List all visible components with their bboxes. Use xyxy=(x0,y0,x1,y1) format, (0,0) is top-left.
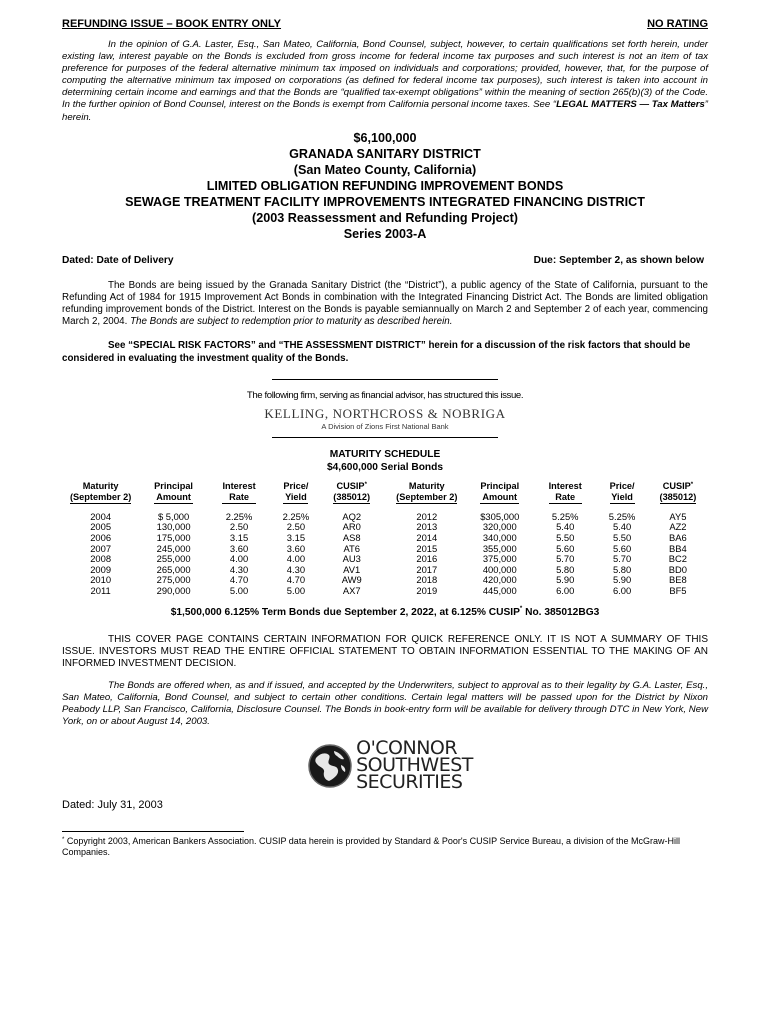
cell-cusip: BA6 xyxy=(669,532,687,544)
cell-principal: 400,000 xyxy=(482,563,517,575)
cell-principal: $ 5,000 xyxy=(157,510,190,522)
cell-yield: 2.50 xyxy=(286,521,306,533)
title-block xyxy=(62,130,708,242)
issue-amount: $6,100,000 xyxy=(353,130,417,145)
serial-bonds-amount: $4,600,000 Serial Bonds xyxy=(326,461,444,473)
col-maturity-2: Maturity (September 2) xyxy=(396,480,458,502)
due-label: Due: September 2, as shown below xyxy=(533,254,704,266)
cell-principal: 355,000 xyxy=(482,542,517,554)
official-statement-date: Dated: July 31, 2003 xyxy=(62,799,163,812)
cover-page xyxy=(62,18,708,859)
term-bonds-text: $1,500,000 6.125% Term Bonds due September 2, 2022, at 6.125% CUSIP xyxy=(170,606,520,618)
advisor-firm-division: A Division of Zions First National Bank xyxy=(321,421,449,431)
cell-yield: 5.80 xyxy=(612,563,632,575)
cell-principal: 420,000 xyxy=(482,574,517,586)
cell-principal: $305,000 xyxy=(480,510,520,522)
cell-cusip: AW9 xyxy=(341,574,362,586)
cell-yield: 6.00 xyxy=(612,585,632,597)
cell-year: 2005 xyxy=(90,521,112,533)
dated-label: Dated: Date of Delivery xyxy=(62,254,174,266)
cell-rate: 4.00 xyxy=(229,553,249,565)
logo-line2: SOUTHWEST xyxy=(356,754,473,777)
cell-yield: 4.70 xyxy=(286,574,306,586)
cell-yield: 4.00 xyxy=(286,553,306,565)
tax-matters-ref: LEGAL MATTERS — Tax Matters xyxy=(556,99,705,111)
cell-principal: 290,000 xyxy=(156,585,191,597)
maturity-header-row xyxy=(62,481,708,508)
logo-line1: O'CONNOR xyxy=(356,737,458,760)
cell-cusip: AU3 xyxy=(342,553,361,565)
cell-principal: 175,000 xyxy=(156,532,191,544)
divider-top xyxy=(272,379,498,380)
cell-yield: 2.25% xyxy=(282,510,310,522)
issuer-name: GRANADA SANITARY DISTRICT xyxy=(289,146,481,161)
rating: NO RATING xyxy=(647,18,708,30)
cell-rate: 6.00 xyxy=(556,585,575,597)
cell-yield: 4.30 xyxy=(286,563,306,575)
offering-terms: The Bonds are offered when, as and if issued, and accepted by the Underwriters, subject to approval as to their legality by G.A. Laster, Esq., San Mateo, California, Bond Counsel, and subject to certain other conditions. Certain legal matters will be passed upon for the District by Nixon Peabody LLP, San Francisco, California, Disclosure Counsel. The Bonds in book-entry form will be available for delivery through DTC in New York, New York, on or about August 14, 2003. xyxy=(62,679,708,728)
cell-rate: 2.25% xyxy=(225,510,253,522)
col-principal-2: Principal Amount xyxy=(480,480,520,502)
col-price-yield-2: Price/ Yield xyxy=(609,480,635,502)
cell-principal: 130,000 xyxy=(156,521,191,533)
cell-rate: 3.15 xyxy=(229,532,249,544)
underwriter-name xyxy=(356,737,473,794)
cell-cusip: BD0 xyxy=(668,563,688,575)
cell-year: 2018 xyxy=(416,574,438,586)
copyright-footnote xyxy=(62,836,708,858)
cell-cusip: AZ2 xyxy=(669,521,687,533)
tax-opinion-tail: ” herein. xyxy=(62,99,708,123)
cell-yield: 5.40 xyxy=(612,521,632,533)
footnote-mark: * xyxy=(62,837,65,844)
cell-yield: 5.90 xyxy=(612,574,632,586)
cell-year: 2017 xyxy=(416,563,438,575)
cell-cusip: BE8 xyxy=(669,574,687,586)
cell-year: 2007 xyxy=(90,542,112,554)
series-name: Series 2003-A xyxy=(343,226,427,241)
project-name: (2003 Reassessment and Refunding Project) xyxy=(252,210,518,225)
top-line xyxy=(62,18,708,30)
footnote-divider xyxy=(62,831,244,832)
cell-cusip: AX7 xyxy=(342,585,361,597)
cell-rate: 2.50 xyxy=(229,521,249,533)
tax-opinion-text: In the opinion of G.A. Laster, Esq., San Mateo, California, Bond Counsel, subject, however, to certain qualifications set forth herein, under existing law, interest payable on the Bonds is excluded from gross income for federal income tax purposes and such interest is not an item of tax preference for purposes of the federal alternative minimum tax imposed on individuals and corporations; provided, however, that, for the purpose of computing the alternative minimum tax imposed on corporations (as defined for federal income tax purposes), such interest is taken into account in determining certain income and earnings and that the Bonds are “qualified tax-exempt obligations” within the meaning of section 265(b)(3) of the Code. In the further opinion of Bond Counsel, interest on the Bonds is exempt from California personal income taxes. See “ xyxy=(62,39,708,111)
cell-yield: 5.00 xyxy=(286,585,306,597)
cell-cusip: AS8 xyxy=(342,532,361,544)
cell-principal: 340,000 xyxy=(482,532,517,544)
cell-year: 2014 xyxy=(416,532,438,544)
cell-principal: 320,000 xyxy=(482,521,517,533)
cell-principal: 245,000 xyxy=(156,542,191,554)
cover-notice: THIS COVER PAGE CONTAINS CERTAIN INFORMATION FOR QUICK REFERENCE ONLY. IT IS NOT A SUMMARY OF THIS ISSUE. INVESTORS MUST READ THE ENTIRE OFFICIAL STATEMENT TO OBTAIN INFORMATION ESSENTIAL TO THE MAKING OF AN INFORMED INVESTMENT DECISION. xyxy=(62,633,708,670)
cell-year: 2009 xyxy=(90,563,112,575)
tax-opinion xyxy=(62,39,708,124)
col-cusip: CUSIP* (385012) xyxy=(333,480,371,502)
logo-line3: SECURITIES xyxy=(356,771,463,794)
bond-title-line1: LIMITED OBLIGATION REFUNDING IMPROVEMENT BONDS xyxy=(206,178,564,193)
issue-type: REFUNDING ISSUE – BOOK ENTRY ONLY xyxy=(62,18,282,30)
term-bonds-line: $1,500,000 6.125% Term Bonds due September 2, 2022, at 6.125% CUSIP* No. 385012BG3 xyxy=(170,605,600,618)
cell-cusip: BB4 xyxy=(669,542,687,554)
cell-principal: 275,000 xyxy=(156,574,191,586)
risk-factors-note: See “SPECIAL RISK FACTORS” and “THE ASSESSMENT DISTRICT” herein for a discussion of the risk factors that should be considered in evaluating the investment quality of the Bonds. xyxy=(62,340,691,364)
cell-yield: 5.70 xyxy=(612,553,632,565)
cell-year: 2008 xyxy=(90,553,112,565)
col-maturity: Maturity (September 2) xyxy=(69,480,132,502)
footnote-text: Copyright 2003, American Bankers Association. CUSIP data herein is provided by Standard & Poor's CUSIP Service Bureau, a division of the McGraw-Hill Companies. xyxy=(62,836,681,858)
cell-yield: 5.25% xyxy=(608,510,636,522)
cell-rate: 3.60 xyxy=(229,542,249,554)
cell-cusip: BF5 xyxy=(669,585,687,597)
bond-description xyxy=(62,280,708,329)
cell-principal: 375,000 xyxy=(482,553,517,565)
cell-year: 2004 xyxy=(90,510,112,522)
cell-year: 2012 xyxy=(416,510,438,522)
maturity-schedule-title xyxy=(62,448,708,474)
bond-title-line2: SEWAGE TREATMENT FACILITY IMPROVEMENTS INTEGRATED FINANCING DISTRICT xyxy=(125,194,645,209)
table-row xyxy=(62,586,708,597)
cell-cusip: AT6 xyxy=(343,542,360,554)
cell-year: 2011 xyxy=(90,585,111,597)
cell-rate: 5.80 xyxy=(556,563,575,575)
col-cusip-2: CUSIP* (385012) xyxy=(659,480,697,502)
cell-cusip: AQ2 xyxy=(342,510,362,522)
cell-year: 2013 xyxy=(416,521,438,533)
cell-rate: 5.25% xyxy=(551,510,579,522)
cell-rate: 5.40 xyxy=(556,521,575,533)
maturity-table xyxy=(62,481,708,597)
globe-icon xyxy=(307,743,353,789)
cell-principal: 265,000 xyxy=(156,563,191,575)
redemption-note: The Bonds are subject to redemption prior to maturity as described herein. xyxy=(130,316,453,328)
term-bonds-cusip: No. 385012BG3 xyxy=(522,606,600,618)
dated-due-line xyxy=(62,255,708,266)
col-principal: Principal Amount xyxy=(154,480,193,502)
cell-rate: 5.00 xyxy=(229,585,249,597)
cell-rate: 4.70 xyxy=(229,574,249,586)
cell-cusip: AY5 xyxy=(669,510,687,522)
cell-principal: 445,000 xyxy=(482,585,517,597)
cell-year: 2015 xyxy=(416,542,438,554)
advisor-statement: The following firm, serving as financial advisor, has structured this issue. xyxy=(246,389,524,401)
cell-rate: 5.70 xyxy=(556,553,575,565)
underwriter-logo xyxy=(72,737,708,794)
table-row xyxy=(62,508,708,523)
col-price-yield: Price/ Yield xyxy=(283,480,309,502)
cell-yield: 5.60 xyxy=(612,542,632,554)
maturity-title: MATURITY SCHEDULE xyxy=(329,448,441,460)
issuer-county: (San Mateo County, California) xyxy=(293,162,477,177)
cell-cusip: BC2 xyxy=(668,553,688,565)
cell-year: 2006 xyxy=(90,532,112,544)
cell-yield: 5.50 xyxy=(612,532,632,544)
cell-principal: 255,000 xyxy=(156,553,191,565)
cell-rate: 4.30 xyxy=(229,563,249,575)
cell-year: 2010 xyxy=(90,574,112,586)
description-text: The Bonds are being issued by the Granada Sanitary District (the “District”), a public agency of the State of California, pursuant to the Refunding Act of 1984 for 1915 Improvement Act Bonds in combination with the Integrated Financing District Act. The Bonds are limited obligation refunding improvement bonds of the District. Interest on the Bonds is payable semiannually on March 2 and September 2 of each year, commencing March 2, 2004. xyxy=(62,279,708,328)
cell-yield: 3.15 xyxy=(286,532,306,544)
cell-year: 2019 xyxy=(416,585,438,597)
cell-rate: 5.90 xyxy=(556,574,575,586)
col-interest-2: Interest Rate xyxy=(548,480,582,502)
col-interest: Interest Rate xyxy=(222,480,256,502)
cell-rate: 5.60 xyxy=(556,542,575,554)
cell-yield: 3.60 xyxy=(286,542,306,554)
cell-year: 2016 xyxy=(416,553,438,565)
cell-cusip: AV1 xyxy=(343,563,361,575)
divider-bottom xyxy=(272,437,498,438)
advisor-firm-name: KELLING, NORTHCROSS & NOBRIGA xyxy=(264,405,506,421)
cell-rate: 5.50 xyxy=(556,532,575,544)
cell-cusip: AR0 xyxy=(342,521,361,533)
